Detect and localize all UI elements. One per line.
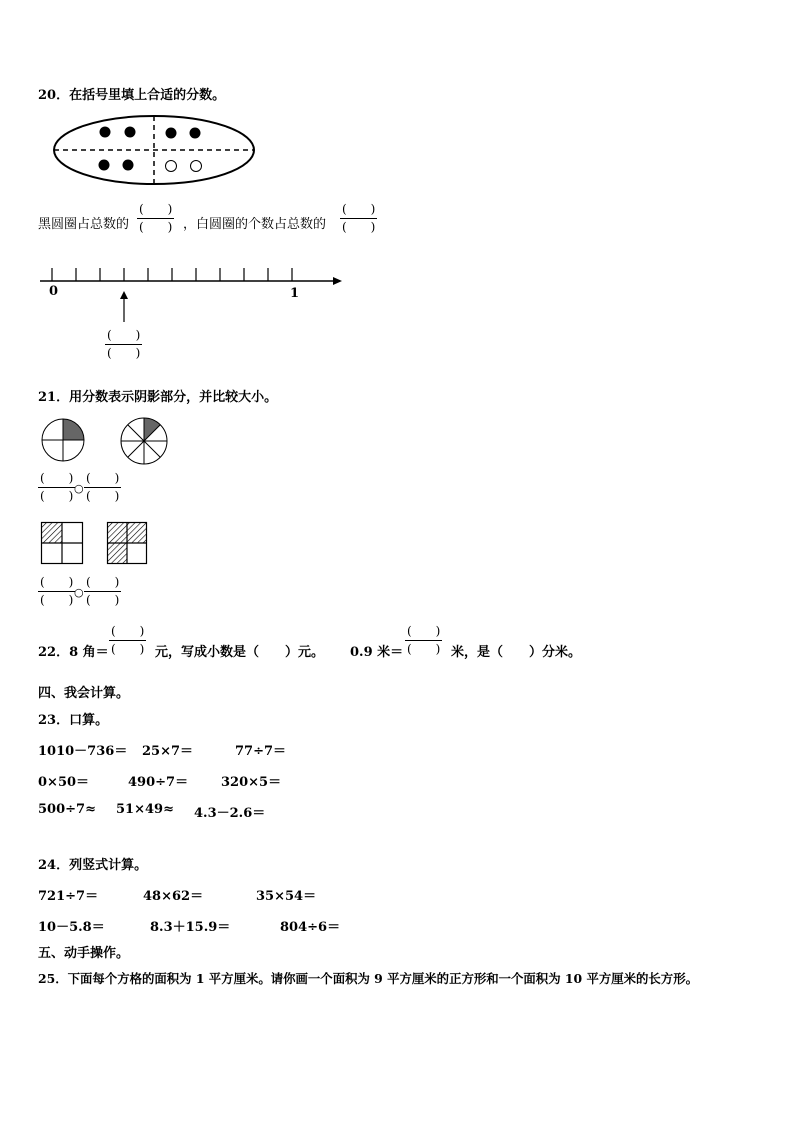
fraction-blank[interactable]: ( ) ( ) [407, 624, 441, 656]
q22-part2: 元，写成小数是（ ）元。 [155, 645, 325, 660]
q25-text: 25．下面每个方格的面积为 1 平方厘米。请你画一个面积为 9 平方厘米的正方形和一个面积为 10 平方厘米的长方形。 [38, 971, 698, 986]
q22-part3: 0.9 米＝ [350, 645, 404, 660]
calc-item: 77÷7＝ [235, 744, 287, 759]
black-dot [100, 127, 111, 138]
q21-title: 21．用分数表示阴影部分，并比较大小。 [38, 390, 278, 405]
q23-title: 23．口算。 [38, 713, 109, 728]
calc-item: 1010－736＝ [38, 744, 128, 759]
calc-item: 25×7＝ [142, 744, 194, 759]
fraction-blank[interactable]: ( ) ( ) [107, 328, 141, 360]
fraction-blank[interactable]: ( ) ( ) [86, 471, 120, 503]
calc-item: 4.3－2.6＝ [194, 806, 266, 821]
q22-part1: 22．8 角＝ [38, 645, 109, 660]
white-dot [166, 161, 177, 172]
fraction-blank[interactable]: ( ) ( ) [40, 575, 74, 607]
fraction-blank[interactable]: ( ) ( ) [111, 624, 145, 656]
black-dot [125, 127, 136, 138]
black-dot [190, 128, 201, 139]
q20-sentence-b: ，白圆圈的个数占总数的 [183, 217, 327, 232]
calc-item: 721÷7＝ [38, 889, 99, 904]
square-three-eighths-hatched [107, 522, 147, 564]
compare-circle[interactable]: ○ [74, 586, 84, 599]
calc-item: 320×5＝ [221, 775, 282, 790]
q24-title: 24．列竖式计算。 [38, 858, 148, 873]
section5-title: 五、动手操作。 [38, 946, 130, 961]
q20-title: 20．在括号里填上合适的分数。 [38, 88, 226, 103]
calc-item: 490÷7＝ [128, 775, 189, 790]
fraction-blank[interactable]: ( ) ( ) [139, 202, 173, 234]
black-dot [166, 128, 177, 139]
calc-item: 51×49≈ [116, 802, 174, 817]
square-quarter-hatched [41, 522, 83, 564]
calc-item: 804÷6＝ [280, 920, 341, 935]
fraction-blank[interactable]: ( ) ( ) [342, 202, 376, 234]
section4-title: 四、我会计算。 [38, 686, 130, 701]
number-line [40, 262, 345, 322]
circle-eighths-shaded [120, 417, 168, 465]
oval-dot-diagram [52, 114, 256, 186]
black-dot [123, 160, 134, 171]
calc-item: 48×62＝ [143, 889, 204, 904]
calc-item: 35×54＝ [256, 889, 317, 904]
calc-item: 10－5.8＝ [38, 920, 105, 935]
black-dot [99, 160, 110, 171]
fraction-blank[interactable]: ( ) ( ) [86, 575, 120, 607]
white-dot [191, 161, 202, 172]
q22-part4: 米，是（ ）分米。 [451, 645, 582, 660]
circle-quarter-shaded [41, 418, 85, 462]
compare-circle[interactable]: ○ [74, 482, 84, 495]
calc-item: 0×50＝ [38, 775, 90, 790]
calc-item: 500÷7≈ [38, 802, 96, 817]
fraction-blank[interactable]: ( ) ( ) [40, 471, 74, 503]
q20-sentence-a: 黑圆圈占总数的 [38, 217, 130, 232]
numberline-zero: 0 [49, 284, 59, 299]
calc-item: 8.3＋15.9＝ [150, 920, 231, 935]
numberline-one: 1 [290, 286, 300, 301]
